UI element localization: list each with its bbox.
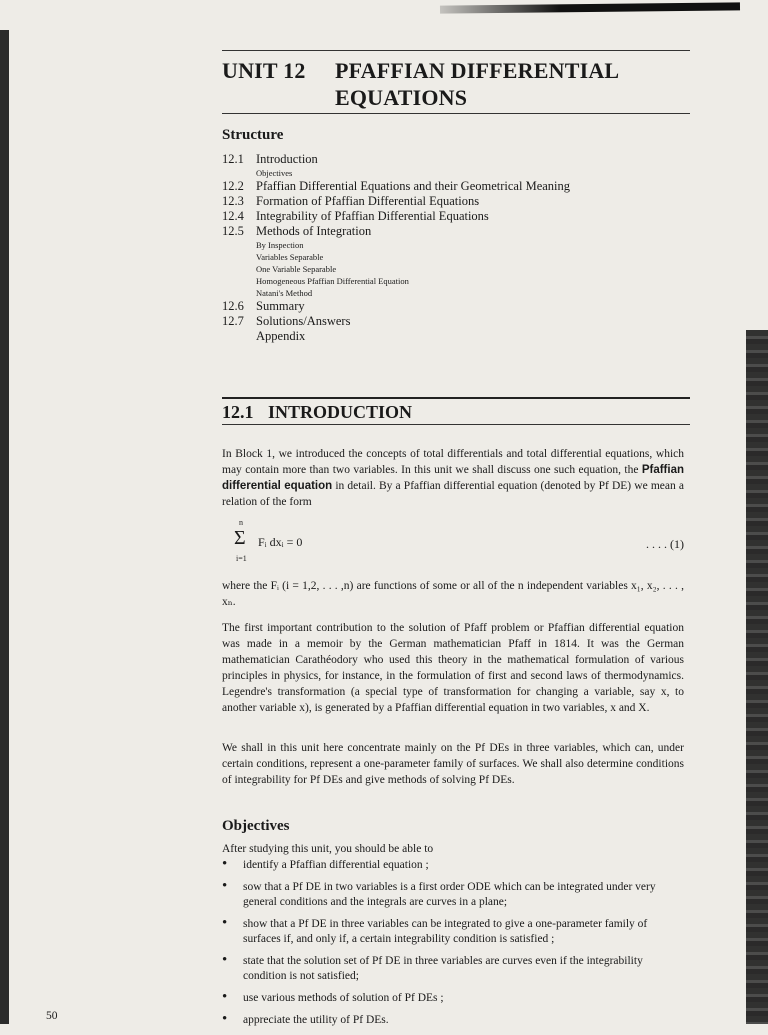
objectives-intro: After studying this unit, you should be able to — [222, 843, 434, 855]
toc-item — [222, 209, 570, 224]
toc-item-label: Methods of Integration — [256, 224, 372, 238]
toc-item-number: 12.6 — [222, 299, 244, 313]
equation-lower-limit: i=1 — [236, 554, 247, 563]
equation-upper-limit: n — [239, 518, 243, 527]
toc-item — [222, 224, 570, 239]
scan-edge-left — [0, 30, 9, 1024]
unit-number: UNIT 12 — [222, 58, 306, 83]
unit-title-line1: PFAFFIAN DIFFERENTIAL — [335, 58, 620, 83]
toc-subitem: Natani's Method — [256, 288, 313, 298]
intro-rule-top — [222, 397, 690, 399]
intro-heading — [222, 402, 412, 423]
equation-tag: . . . . (1) — [646, 537, 684, 551]
objective-item: • show that a Pf DE in three variables can be integrated to give a one-parameter family of surfaces if, and only if, a certain integrability condition is satisfied ; — [222, 917, 684, 947]
intro-paragraph-2: The first important contribution to the solution of Pfaff problem or Pfaffian differential equation was made in a memoir by the German mathematician Pfaff in 1814. It was the German mathematician Carathéodory who used this theory in the mathematical formulation of various principles in physics, for instance, in the formulation of first and second laws of thermodynamics. Legendre's transformation (a special type of transformation for changing a variable, say x, to another variable x), is generated by a Pfaffian differential equation in two variables, x and X. — [222, 622, 684, 714]
toc-item-label: Formation of Pfaffian Differential Equations — [256, 194, 480, 208]
toc-item-number: 12.4 — [222, 209, 244, 223]
toc-item — [222, 179, 570, 194]
objective-item: • use various methods of solution of Pf DEs ; — [222, 991, 684, 1006]
structure-heading: Structure — [222, 127, 284, 143]
objectives-list — [222, 858, 684, 1035]
toc-item-label: Integrability of Pfaffian Differential Equations — [256, 209, 489, 223]
equation-body: Fᵢ dxᵢ = 0 — [258, 535, 303, 549]
toc-subitem: Objectives — [256, 168, 293, 178]
unit-title — [222, 57, 619, 111]
toc-item-number: 12.7 — [222, 314, 244, 328]
toc-subitem: Variables Separable — [256, 252, 324, 262]
toc-item-number: 12.1 — [222, 152, 244, 166]
intro-paragraph-3: We shall in this unit here concentrate mainly on the Pf DEs in three variables, which can, under certain conditions, represent a one-parameter family of surfaces. We shall also determine conditions of integrability for Pf DEs and give methods of solving Pf DEs. — [222, 742, 684, 786]
title-rule-top — [222, 50, 690, 51]
toc-subitem: By Inspection — [256, 240, 304, 250]
objective-item: • identify a Pfaffian differential equation ; — [222, 858, 684, 873]
toc-item-number: 12.5 — [222, 224, 244, 238]
intro-p1-b: in detail. By a Pfaffian differential equation (denoted by Pf DE) we mean a relation of the form — [222, 480, 684, 508]
intro-p1-bold: Pfaffian differential equation — [222, 464, 684, 492]
scan-bar-top — [440, 2, 740, 13]
toc-item — [222, 314, 570, 329]
unit-title-line2: EQUATIONS — [335, 85, 468, 110]
page-number: 50 — [46, 1010, 58, 1022]
equation-1 — [222, 518, 684, 568]
intro-section-number: 12.1 — [222, 402, 254, 422]
toc-subitem: Homogeneous Pfaffian Differential Equation — [256, 276, 409, 286]
toc-item — [222, 299, 570, 314]
toc-item-number: 12.2 — [222, 179, 244, 193]
intro-p1-a: In Block 1, we introduced the concepts of total differentials and total differential equations, which may contain more than two variables. In this unit we shall discuss one such equation, the — [222, 448, 684, 476]
scan-edge-right — [746, 330, 768, 1024]
toc-appendix: Appendix — [256, 329, 306, 343]
toc-item — [222, 152, 570, 167]
toc-item-number: 12.3 — [222, 194, 244, 208]
intro-where: where the Fᵢ (i = 1,2, . . . ,n) are functions of some or all of the n independent variables x₁, x₂, . . . , xₙ. — [222, 580, 684, 608]
objective-item: • sow that a Pf DE in two variables is a first order ODE which can be integrated under very general conditions and the integrals are curves in a plane; — [222, 880, 684, 910]
objectives-heading: Objectives — [222, 818, 290, 834]
toc-item-label: Introduction — [256, 152, 318, 166]
intro-paragraph-1 — [222, 446, 684, 510]
equation-sigma: Σ — [234, 527, 246, 549]
toc-item — [222, 194, 570, 209]
intro-heading-text: INTRODUCTION — [268, 402, 413, 422]
objective-item: • appreciate the utility of Pf DEs. — [222, 1013, 684, 1028]
toc-subitem: One Variable Separable — [256, 264, 337, 274]
structure-list — [222, 152, 570, 344]
toc-item-label: Summary — [256, 299, 305, 313]
toc-item-label: Solutions/Answers — [256, 314, 351, 328]
title-rule-bottom — [222, 113, 690, 114]
toc-item-label: Pfaffian Differential Equations and their Geometrical Meaning — [256, 179, 571, 193]
intro-rule-bottom — [222, 424, 690, 425]
objective-item: • state that the solution set of Pf DE in three variables are curves even if the integrability condition is not satisfied; — [222, 954, 684, 984]
